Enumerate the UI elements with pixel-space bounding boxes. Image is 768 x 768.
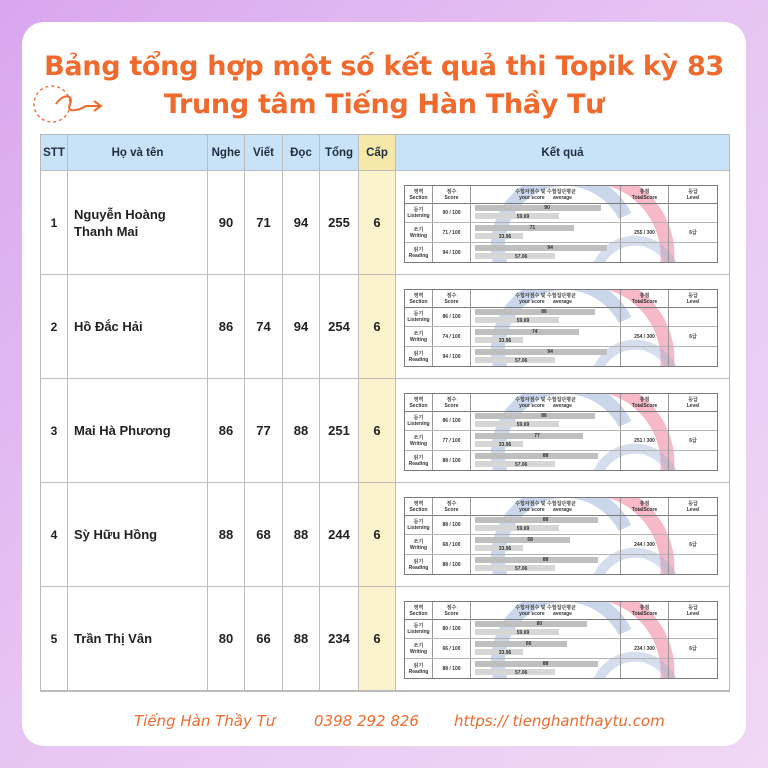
cell-nghe: 88 <box>208 483 245 586</box>
header-ketqua: Kết quả <box>541 146 584 159</box>
cell-stt: 3 <box>41 379 68 482</box>
cell-cap: 6 <box>359 379 396 482</box>
cell-stt: 1 <box>41 171 68 274</box>
average-label: 59.69 <box>516 526 530 532</box>
cell-name: Hồ Đắc Hải <box>68 275 208 378</box>
cell-ketqua <box>396 379 729 482</box>
your-score-label: 88 <box>542 517 549 523</box>
average-label: 33.96 <box>498 234 512 240</box>
cell-ketqua <box>396 483 729 586</box>
your-score-label: 74 <box>531 329 538 335</box>
header-name: Họ và tên <box>68 135 208 170</box>
footer-brand: Tiếng Hàn Thầy Tư <box>134 712 276 730</box>
score-report-image: 영역 Section 점수 Score 수험자점수 및 수험집단평균 your score average 총점 TotalScore 등급 Level 듣기 Listening 88 / 100 88 59.69 쓰기 Writing 68 / 100 68 33.96 읽기 Reading 88 / 100 88 57.06 244 / 300 6급 <box>404 497 718 575</box>
average-label: 33.96 <box>498 338 512 344</box>
cell-ketqua <box>396 275 729 378</box>
cell-name: Mai Hà Phương <box>68 379 208 482</box>
footer-website[interactable]: https:// tienghanthaytu.com <box>454 712 665 730</box>
table-row <box>41 171 729 275</box>
cell-nghe: 80 <box>208 587 245 690</box>
your-score-label: 88 <box>542 557 549 563</box>
score-report-image: 영역 Section 점수 Score 수험자점수 및 수험집단평균 your score average 총점 TotalScore 등급 Level 듣기 Listening 80 / 100 80 59.69 쓰기 Writing 66 / 100 66 33.96 읽기 Reading 88 / 100 88 57.06 234 / 300 6급 <box>404 601 718 679</box>
header-tong: Tổng <box>320 135 359 170</box>
average-label: 33.96 <box>498 546 512 552</box>
cell-ketqua <box>396 171 729 274</box>
header-doc: Đọc <box>283 135 320 170</box>
cell-tong: 244 <box>320 483 359 586</box>
your-score-bar <box>475 225 574 231</box>
your-score-label: 80 <box>536 621 543 627</box>
average-label: 33.96 <box>498 650 512 656</box>
header-stt: STT <box>41 135 68 170</box>
your-score-bar <box>475 309 595 315</box>
cell-doc: 88 <box>283 379 320 482</box>
your-score-bar <box>475 641 567 647</box>
cell-nghe: 90 <box>208 171 245 274</box>
cell-nghe: 86 <box>208 379 245 482</box>
your-score-label: 86 <box>541 309 547 315</box>
cell-stt: 4 <box>41 483 68 586</box>
cell-tong: 251 <box>320 379 359 482</box>
average-label: 59.69 <box>516 214 530 220</box>
swirl-arrow-icon <box>30 82 110 128</box>
average-label: 57.06 <box>514 358 528 364</box>
cell-cap: 6 <box>359 171 396 274</box>
cell-stt: 2 <box>41 275 68 378</box>
average-label: 57.06 <box>514 462 528 468</box>
average-label: 57.06 <box>514 670 528 676</box>
your-score-label: 90 <box>544 205 550 211</box>
cell-viet: 77 <box>245 379 283 482</box>
table-row <box>41 379 729 483</box>
your-score-bar <box>475 557 598 563</box>
average-label: 59.69 <box>516 630 530 636</box>
score-report-image: 영역 Section 점수 Score 수험자점수 및 수험집단평균 your score average 총점 TotalScore 등급 Level 듣기 Listening 86 / 100 86 59.69 쓰기 Writing 74 / 100 74 33.96 읽기 Reading 94 / 100 94 57.06 254 / 300 6급 <box>404 289 718 367</box>
cell-cap: 6 <box>359 275 396 378</box>
your-score-label: 88 <box>542 661 549 667</box>
your-score-bar <box>475 245 607 251</box>
your-score-bar <box>475 453 598 459</box>
table-header-row <box>41 135 729 171</box>
cell-viet: 71 <box>245 171 283 274</box>
cell-name: Trần Thị Vân <box>68 587 208 690</box>
cell-viet: 66 <box>245 587 283 690</box>
your-score-bar <box>475 661 598 667</box>
your-score-label: 88 <box>542 453 549 459</box>
header-nghe: Nghe <box>208 135 245 170</box>
poster-card <box>22 22 746 746</box>
cell-cap: 6 <box>359 587 396 690</box>
your-score-bar <box>475 517 598 523</box>
results-table <box>40 134 730 692</box>
your-score-bar <box>475 537 570 543</box>
cell-viet: 74 <box>245 275 283 378</box>
average-label: 59.69 <box>516 422 530 428</box>
average-label: 57.06 <box>514 254 528 260</box>
your-score-label: 94 <box>547 349 553 355</box>
page-title: Bảng tổng hợp một số kết quả thi Topik kỳ 83 <box>44 51 724 82</box>
your-score-label: 68 <box>527 537 533 543</box>
table-row <box>41 275 729 379</box>
your-score-label: 94 <box>547 245 553 251</box>
your-score-label: 71 <box>529 225 536 231</box>
cell-doc: 88 <box>283 587 320 690</box>
footer-phone: 0398 292 826 <box>314 712 419 730</box>
score-report-image: 영역 Section 점수 Score 수험자점수 및 수험집단평균 your score average 총점 TotalScore 등급 Level 듣기 Listening 86 / 100 86 59.69 쓰기 Writing 77 / 100 77 33.96 읽기 Reading 88 / 100 88 57.06 251 / 300 6급 <box>404 393 718 471</box>
cell-doc: 94 <box>283 275 320 378</box>
cell-tong: 255 <box>320 171 359 274</box>
cell-doc: 88 <box>283 483 320 586</box>
cell-stt: 5 <box>41 587 68 690</box>
cell-ketqua <box>396 587 729 690</box>
header-viet: Viết <box>245 135 283 170</box>
your-score-label: 86 <box>541 413 547 419</box>
your-score-bar <box>475 621 587 627</box>
your-score-bar <box>475 349 607 355</box>
your-score-bar <box>475 413 595 419</box>
average-label: 33.96 <box>498 442 512 448</box>
cell-tong: 234 <box>320 587 359 690</box>
cell-name: Nguyễn Hoàng Thanh Mai <box>68 171 208 274</box>
average-label: 59.69 <box>516 318 530 324</box>
page-subtitle: Trung tâm Tiếng Hàn Thầy Tư <box>163 89 605 120</box>
cell-viet: 68 <box>245 483 283 586</box>
cell-cap: 6 <box>359 483 396 586</box>
average-label: 57.06 <box>514 566 528 572</box>
your-score-label: 66 <box>525 641 532 647</box>
cell-doc: 94 <box>283 171 320 274</box>
your-score-label: 77 <box>534 433 540 439</box>
cell-nghe: 86 <box>208 275 245 378</box>
header-cap: Cấp <box>359 135 396 170</box>
your-score-bar <box>475 329 579 335</box>
score-report-image: 영역 Section 점수 Score 수험자점수 및 수험집단평균 your score average 총점 TotalScore 등급 Level 듣기 Listening 90 / 100 90 59.69 쓰기 Writing 71 / 100 71 33.96 읽기 Reading 94 / 100 94 57.06 255 / 300 6급 <box>404 185 718 263</box>
table-row <box>41 587 729 691</box>
your-score-bar <box>475 433 583 439</box>
cell-name: Sỳ Hữu Hồng <box>68 483 208 586</box>
table-row <box>41 483 729 587</box>
your-score-bar <box>475 205 601 211</box>
cell-tong: 254 <box>320 275 359 378</box>
